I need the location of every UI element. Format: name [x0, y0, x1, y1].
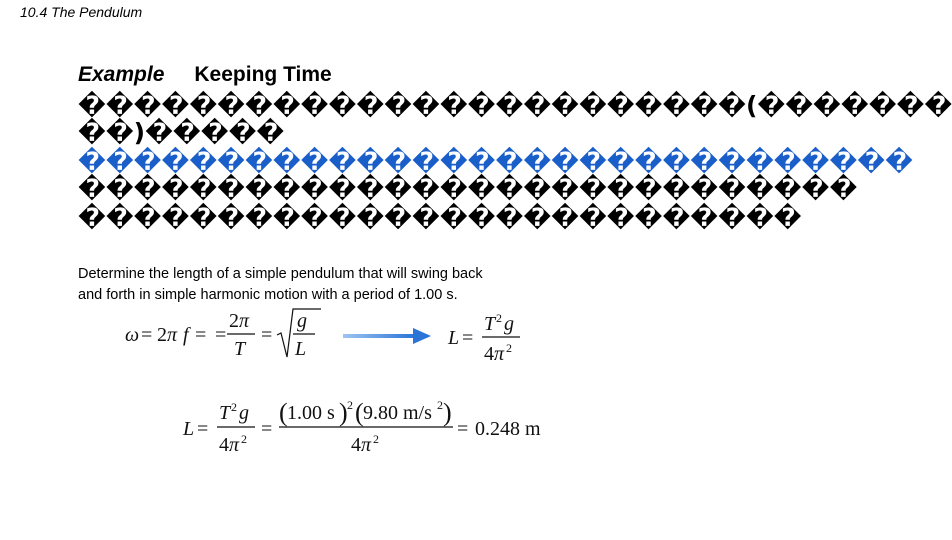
- svg-text:2: 2: [241, 432, 247, 446]
- garbled-text-line-3: ������������������������������: [78, 147, 913, 176]
- svg-text:L: L: [183, 418, 195, 440]
- svg-text:2: 2: [496, 311, 502, 325]
- angular-frequency-equation: [125, 305, 325, 365]
- svg-text:2: 2: [231, 400, 237, 414]
- example-label: Example: [78, 63, 165, 86]
- svg-text:2: 2: [506, 341, 512, 355]
- svg-text:4: 4: [219, 434, 229, 456]
- svg-text:g: g: [239, 402, 249, 424]
- svg-text:g: g: [297, 310, 307, 332]
- svg-text:π: π: [494, 343, 505, 365]
- svg-text:2: 2: [157, 324, 167, 346]
- example-heading: [78, 63, 332, 87]
- svg-text:2: 2: [437, 398, 443, 412]
- svg-text:g: g: [504, 313, 514, 335]
- svg-text:1.00 s: 1.00 s: [287, 402, 335, 424]
- example-title: Keeping Time: [194, 63, 332, 86]
- section-header: 10.4 The Pendulum: [20, 4, 143, 20]
- svg-text:ω: ω: [125, 324, 140, 346]
- svg-text:4: 4: [351, 434, 361, 456]
- svg-text:f: f: [183, 324, 189, 346]
- svg-text:2: 2: [229, 310, 239, 332]
- svg-text:=: =: [261, 324, 273, 346]
- svg-text:T: T: [484, 313, 496, 335]
- svg-text:2: 2: [373, 432, 379, 446]
- svg-text:π: π: [229, 434, 240, 456]
- implies-arrow: [343, 324, 433, 348]
- svg-text:=: =: [141, 324, 153, 346]
- garbled-text-line-5: ��������������������������: [78, 203, 802, 232]
- svg-text:4: 4: [484, 343, 494, 365]
- problem-statement: Determine the length of a simple pendulum that will swing back and forth in simple harmonic motion with a period of 1.00 s.: [78, 266, 483, 303]
- svg-text:L: L: [295, 338, 307, 360]
- svg-text:9.80 m/s: 9.80 m/s: [363, 402, 432, 424]
- svg-text:): ): [443, 398, 452, 427]
- garbled-text-line-2: ��)�����: [78, 118, 285, 147]
- svg-text:L: L: [448, 327, 460, 349]
- svg-text:(: (: [355, 398, 364, 427]
- svg-text:=: =: [215, 324, 227, 346]
- svg-text:π: π: [361, 434, 372, 456]
- svg-text:(: (: [279, 398, 288, 427]
- svg-text:π: π: [167, 324, 178, 346]
- garbled-text-line-4: ����������������������������: [78, 174, 858, 203]
- svg-text:=: =: [462, 327, 474, 349]
- svg-text:): ): [339, 398, 348, 427]
- svg-text:π: π: [239, 310, 250, 332]
- svg-text:=: =: [197, 418, 209, 440]
- svg-text:T: T: [219, 402, 231, 424]
- svg-text:0.248 m: 0.248 m: [475, 418, 541, 440]
- svg-text:2: 2: [347, 398, 353, 412]
- numeric-solution-equation: [183, 397, 543, 461]
- garbled-text-line-1: ������������������������(�������: [78, 91, 952, 120]
- svg-text:=: =: [195, 324, 207, 346]
- svg-text:=: =: [457, 418, 469, 440]
- svg-text:=: =: [261, 418, 273, 440]
- length-formula: [448, 310, 528, 370]
- svg-text:T: T: [234, 338, 246, 360]
